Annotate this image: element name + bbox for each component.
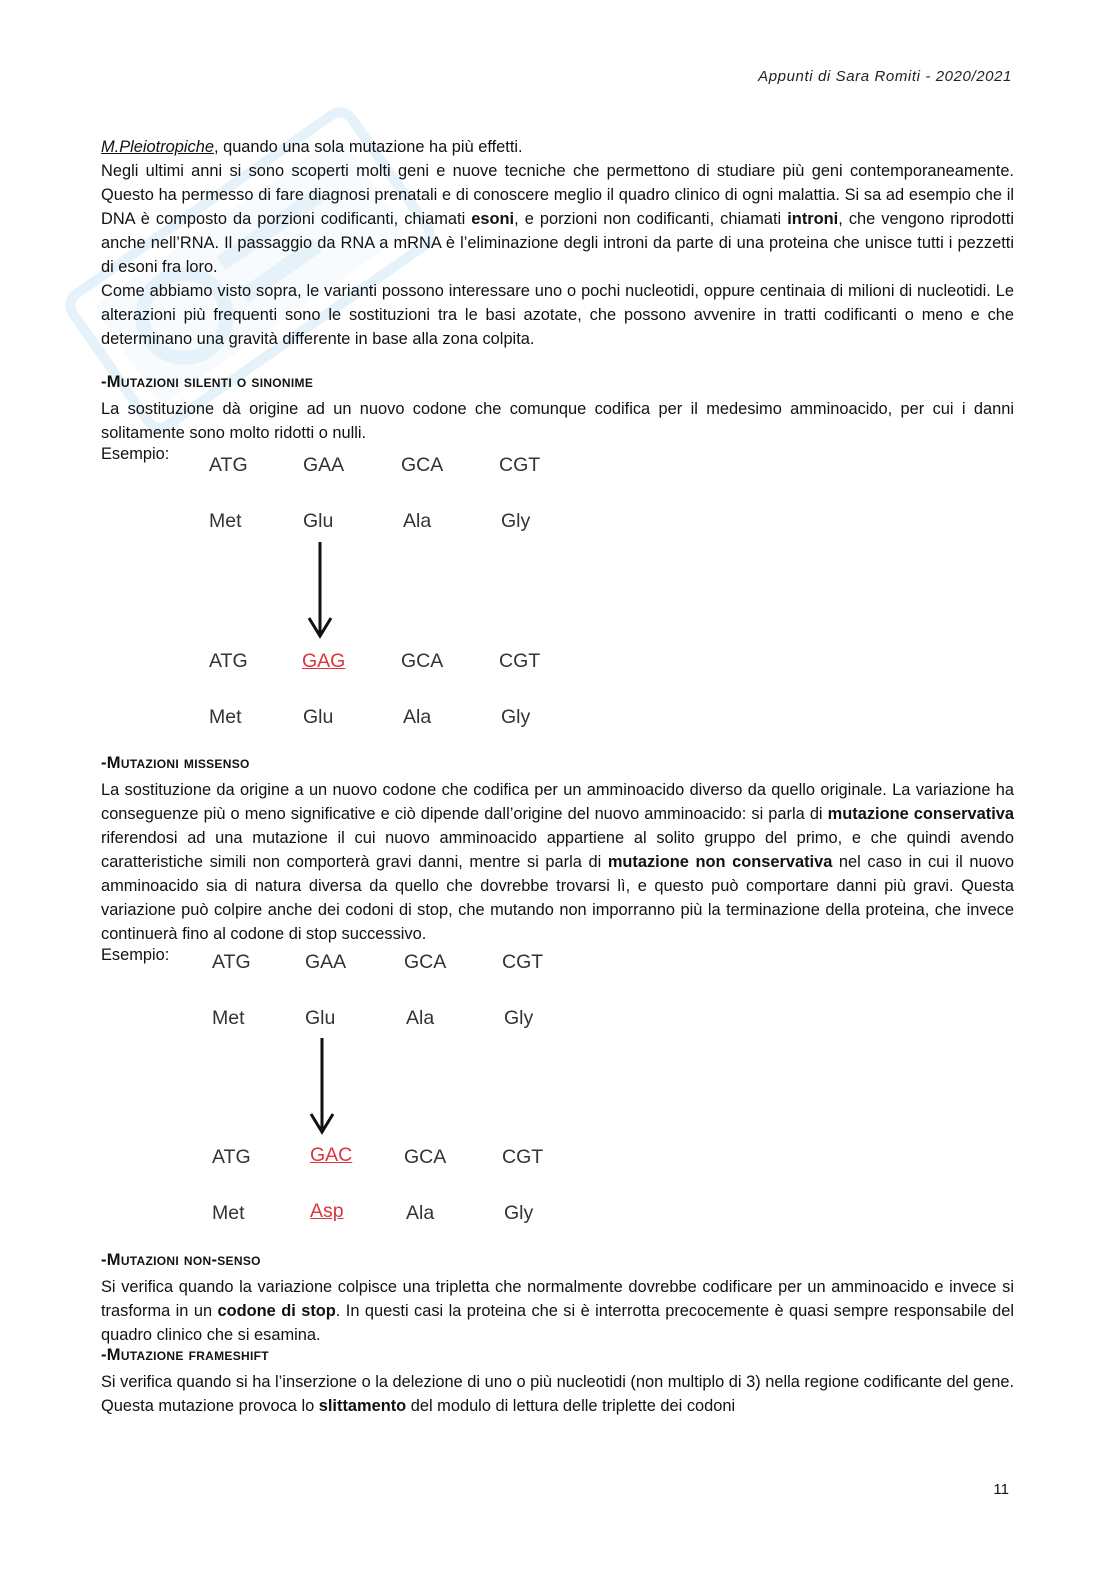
- page-header: Appunti di Sara Romiti - 2020/2021: [758, 68, 1012, 85]
- frameshift-paragraph: [101, 1370, 1014, 1418]
- codon: GCA: [401, 454, 444, 476]
- codon: GCA: [404, 1146, 447, 1168]
- bold-term-conservative: mutazione conservativa: [827, 805, 1015, 823]
- amino-acid: Gly: [501, 510, 531, 532]
- pleiotropic-term: M.Pleiotropiche: [101, 138, 214, 156]
- codon: CGT: [499, 650, 541, 672]
- example-label: Esempio:: [101, 445, 170, 463]
- bold-term-esoni: esoni: [471, 210, 515, 228]
- mutated-amino-acid: Asp: [310, 1200, 344, 1222]
- section-title-nonsense: -Mutazioni non-senso: [101, 1251, 261, 1269]
- bold-term-introni: introni: [787, 210, 839, 228]
- missense-text-part: riferendosi ad una mutazione il cui nuovo amminoacido appartiene al solito gruppo del primo, e che quindi avendo caratteristiche simili non comporterà gravi danni, mentre si parla di: [101, 829, 1014, 871]
- intro-paragraph-3: Come abbiamo visto sopra, le varianti possono interessare uno o pochi nucleotidi, oppure centinaia di milioni di nucleotidi. Le alterazioni più frequenti sono le sostituzioni tra le basi azotate, che possono avvenire in tratti codificanti o meno e che determinano una gravità differente in base alla zona colpita.: [101, 282, 1014, 348]
- amino-acid: Met: [212, 1202, 245, 1224]
- codon: GCA: [404, 951, 447, 973]
- amino-acid: Gly: [504, 1007, 534, 1029]
- amino-acid: Met: [209, 510, 242, 532]
- codon: CGT: [502, 1146, 544, 1168]
- codon: ATG: [209, 650, 248, 672]
- intro-text: Negli ultimi anni si sono scoperti molti geni e nuove tecniche che permettono di studiare più geni contemporaneamente. Questo ha permesso di fare diagnosi prenatali e di conoscere meglio il quadro clinico di ogni malattia. Si sa ad esempio che il DNA è composto da porzioni codificanti, chiamati: [101, 162, 1014, 228]
- codon: ATG: [212, 1146, 251, 1168]
- nonsense-text: [101, 1275, 1014, 1347]
- intro-section: [101, 135, 1014, 351]
- codon: GAA: [305, 951, 347, 973]
- frameshift-text-part: Si verifica quando si ha l’inserzione o la delezione di uno o più nucleotidi (non multiplo di 3) nella regione codificante del gene. Questa mutazione provoca lo: [101, 1373, 1014, 1415]
- amino-acid: Ala: [403, 510, 432, 532]
- missense-text: [101, 778, 1014, 946]
- amino-acid: Glu: [303, 510, 334, 532]
- nonsense-text-part: . In questi casi la proteina che si è interrotta precocemente è quasi sempre responsabile del quadro clinico che si esamina.: [101, 1302, 1014, 1344]
- codon: GCA: [401, 650, 444, 672]
- amino-acid: Glu: [305, 1007, 336, 1029]
- frameshift-text-part: del modulo di lettura delle triplette dei codoni: [406, 1397, 736, 1415]
- bold-term-stop-codon: codone di stop: [217, 1302, 336, 1320]
- down-arrow-icon: [308, 1036, 338, 1138]
- amino-acid: Met: [212, 1007, 245, 1029]
- page-number: 11: [993, 1481, 1009, 1498]
- missense-text-part: nel caso in cui il nuovo amminoacido sia di natura diversa da quello che dovrebbe trovarsi lì, e questo può comportare danni più gravi. Questa variazione può colpire anche dei codoni di stop, che mutando non imporranno più la terminazione della proteina, che invece continuerà fino al codone di stop successivo.: [101, 853, 1015, 943]
- intro-text: , che vengono riprodotti anche nell’RNA. Il passaggio da RNA a mRNA è l’eliminazione degli introni da parte di una proteina che unisce tutti i pezzetti di esoni fra loro.: [101, 210, 1015, 276]
- amino-acid: Glu: [303, 706, 334, 728]
- intro-text: , e porzioni non codificanti, chiamati: [514, 210, 788, 228]
- amino-acid: Ala: [406, 1202, 435, 1224]
- amino-acid: Gly: [501, 706, 531, 728]
- missense-text-part: La sostituzione da origine a un nuovo codone che codifica per un amminoacido diverso da quello originale. La variazione ha conseguenze più o meno significative e ciò dipende dall’origine del nuovo amminoacido: si parla di: [101, 781, 1014, 823]
- section-title-missense: -Mutazioni missenso: [101, 754, 250, 772]
- missense-paragraph: [101, 778, 1014, 946]
- codon: CGT: [499, 454, 541, 476]
- nonsense-paragraph: [101, 1275, 1014, 1347]
- section-title-silent: -Mutazioni silenti o sinonime: [101, 373, 314, 391]
- amino-acid: Met: [209, 706, 242, 728]
- frameshift-text: [101, 1370, 1014, 1418]
- codon: ATG: [209, 454, 248, 476]
- codon: ATG: [212, 951, 251, 973]
- intro-paragraph-2: [101, 159, 1014, 279]
- intro-text: , quando una sola mutazione ha più effetti.: [213, 138, 523, 156]
- amino-acid: Ala: [403, 706, 432, 728]
- intro-paragraph-1: [101, 135, 1014, 159]
- down-arrow-icon: [306, 540, 336, 642]
- amino-acid: Ala: [406, 1007, 435, 1029]
- codon: CGT: [502, 951, 544, 973]
- bold-term-non-conservative: mutazione non conservativa: [607, 853, 833, 871]
- codon: GAA: [303, 454, 345, 476]
- example-label: Esempio:: [101, 946, 170, 964]
- silent-paragraph: La sostituzione dà origine ad un nuovo codone che comunque codifica per il medesimo amminoacido, per cui i danni solitamente sono molto ridotti o nulli.: [101, 400, 1014, 442]
- amino-acid: Gly: [504, 1202, 534, 1224]
- bold-term-slittamento: slittamento: [318, 1397, 407, 1415]
- mutated-codon: GAC: [310, 1144, 353, 1166]
- nonsense-text-part: Si verifica quando la variazione colpisce una tripletta che normalmente dovrebbe codificare per un amminoacido e invece si trasforma in un: [101, 1278, 1014, 1320]
- silent-text: [101, 397, 1014, 445]
- section-title-frameshift: -Mutazione frameshift: [101, 1346, 269, 1364]
- mutated-codon: GAG: [302, 650, 346, 672]
